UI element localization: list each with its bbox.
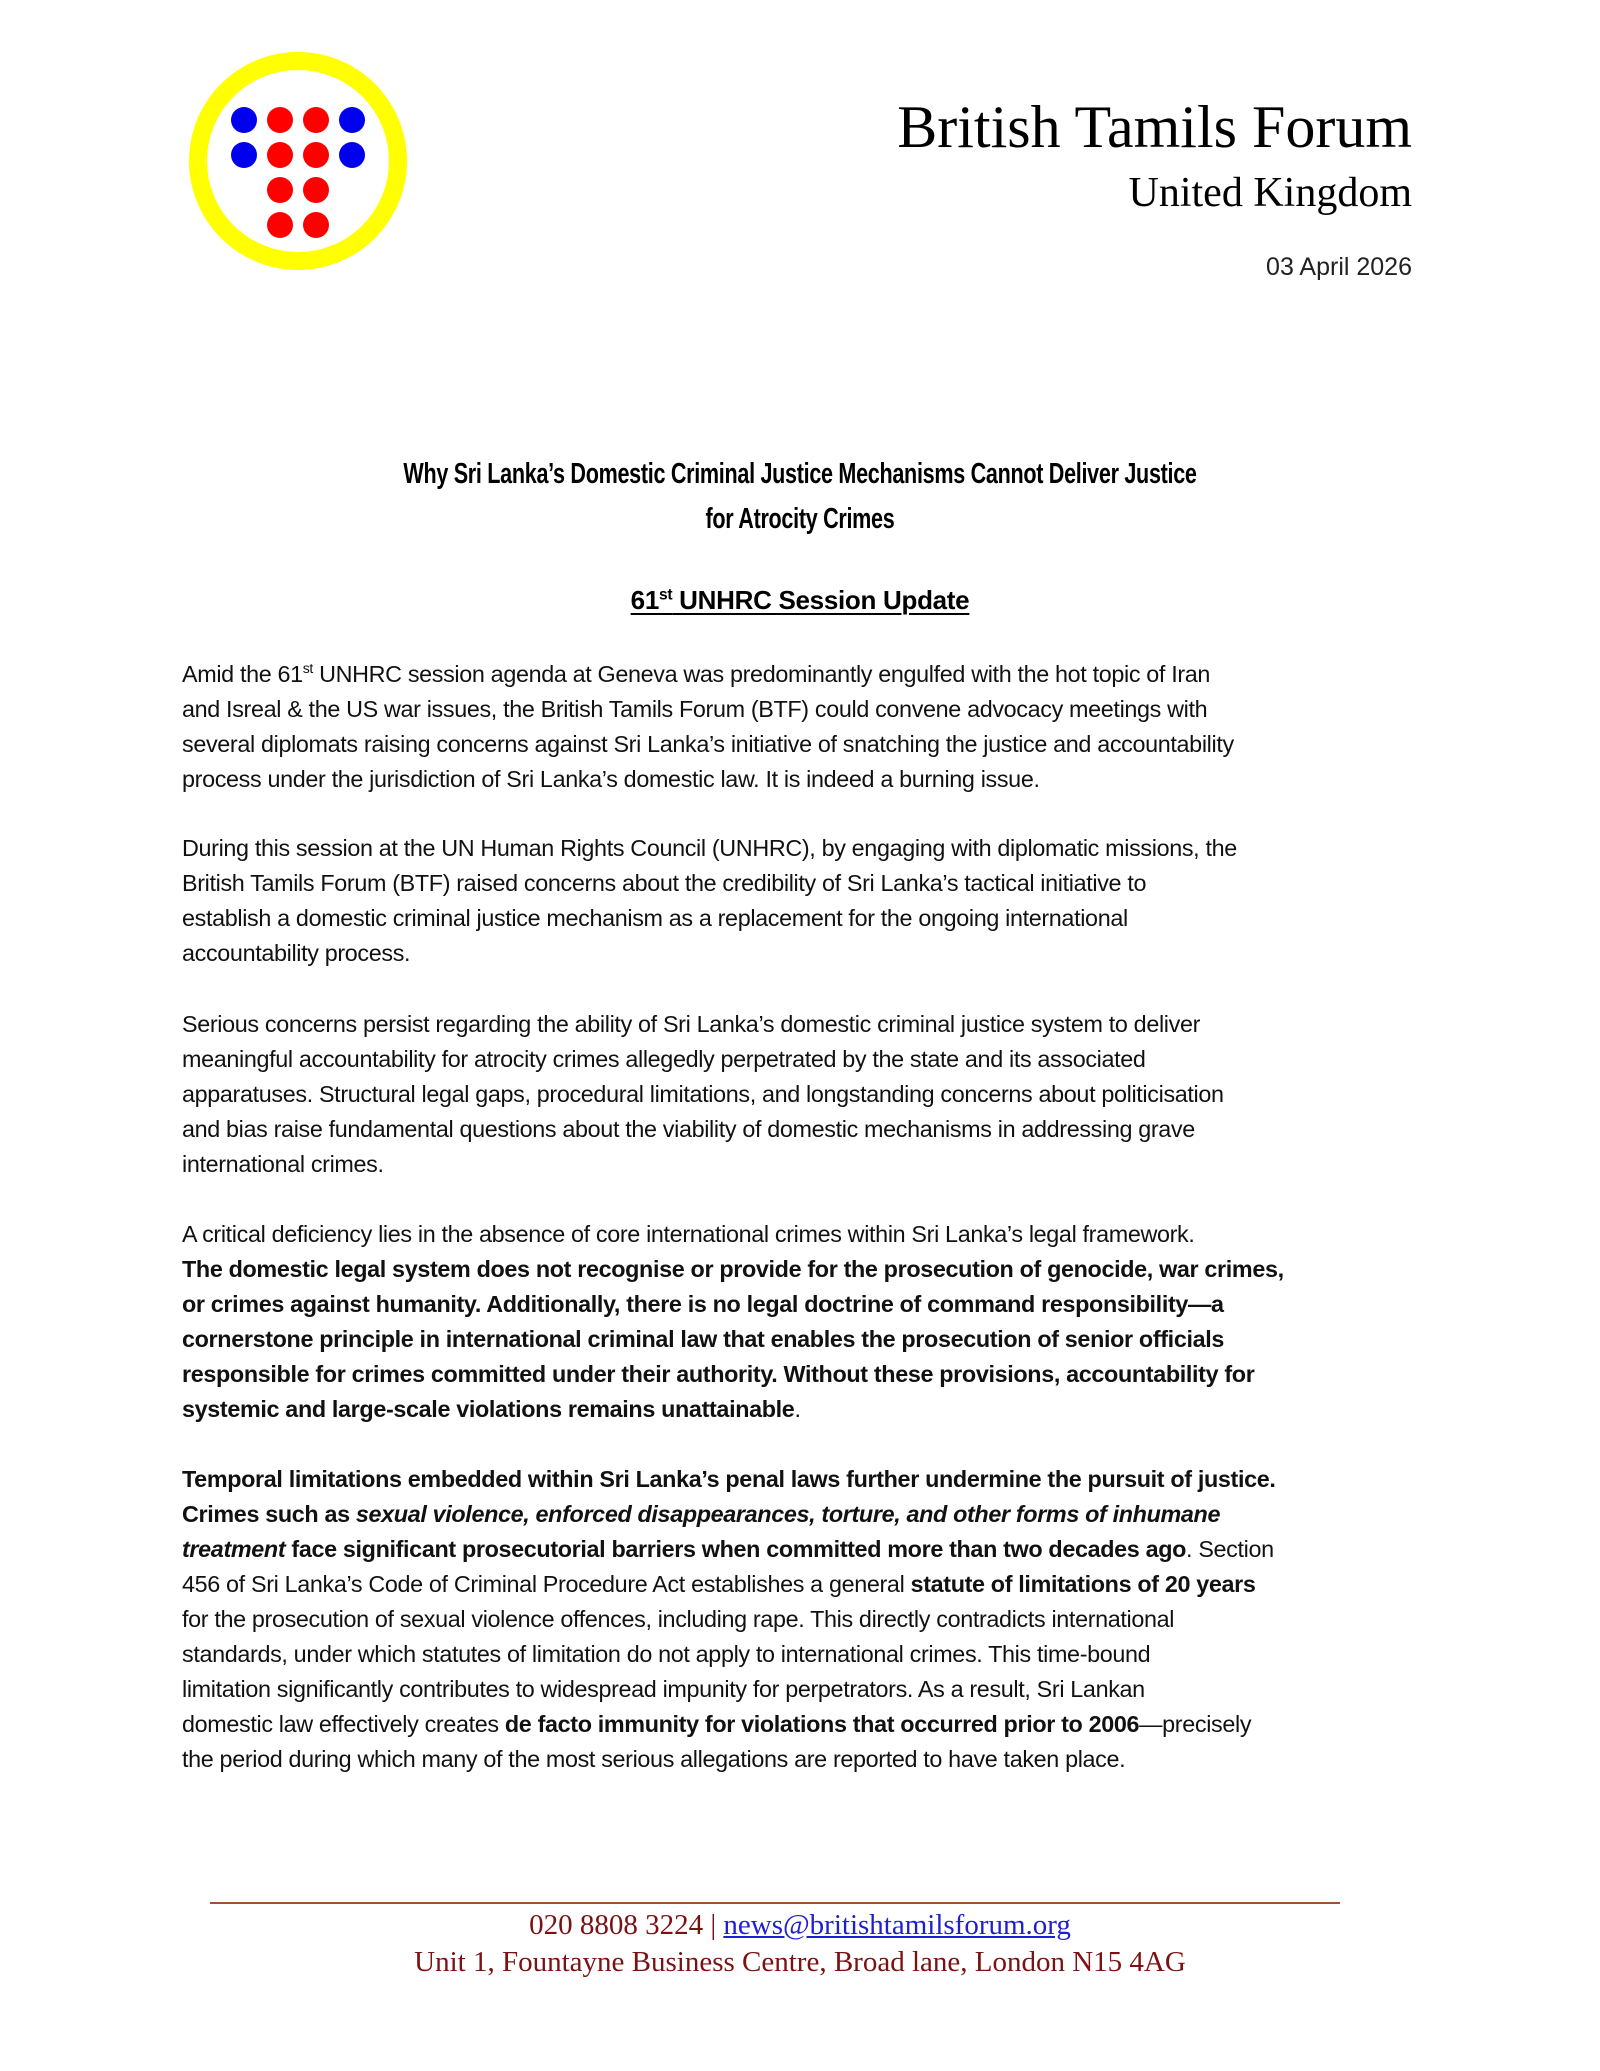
document-date: 03 April 2026 — [1266, 253, 1412, 281]
paragraph-line: standards, under which statutes of limitation do not apply to international crimes. This time-bound — [182, 1641, 1151, 1667]
paragraph-line: for the prosecution of sexual violence offences, including rape. This directly contradicts international — [182, 1606, 1175, 1632]
footer-email-link[interactable]: news@britishtamilsforum.org — [723, 1909, 1071, 1941]
ordinal-suffix: st — [302, 660, 313, 677]
logo-dot-red — [303, 177, 329, 203]
paragraph-line: accountability process. — [182, 940, 411, 966]
paragraph-line: establish a domestic criminal justice mechanism as a replacement for the ongoing international — [182, 905, 1128, 931]
text-run-bold: face significant prosecutorial barriers when committed more than two decades ago — [285, 1536, 1187, 1562]
paragraph-line: A critical deficiency lies in the absence of core international crimes within Sri Lanka’s legal framework. — [182, 1221, 1195, 1247]
paragraph-line — [182, 657, 1414, 692]
logo-ring — [198, 61, 398, 261]
subheading-text — [631, 585, 970, 615]
paragraph-line: meaningful accountability for atrocity crimes allegedly perpetrated by the state and its associated — [182, 1046, 1146, 1072]
paragraph-3 — [182, 1007, 1422, 1182]
paragraph-line — [182, 1532, 1414, 1567]
paragraph-1 — [182, 657, 1422, 797]
text-run: . — [794, 1396, 801, 1422]
paragraph-4 — [182, 1217, 1422, 1427]
paragraph-line — [182, 1497, 1414, 1532]
paragraph-line — [182, 1567, 1414, 1602]
logo-dot-red — [267, 177, 293, 203]
paragraph-line: and bias raise fundamental questions about the viability of domestic mechanisms in addressing grave — [182, 1116, 1195, 1142]
paragraph-line-bold: cornerstone principle in international criminal law that enables the prosecution of senior officials — [182, 1326, 1225, 1352]
paragraph-line: the period during which many of the most serious allegations are reported to have taken place. — [182, 1746, 1126, 1772]
text-run: Amid the 61 — [182, 661, 303, 687]
footer-divider — [210, 1902, 1340, 1904]
logo-dot-red — [267, 142, 293, 168]
paragraph-2 — [182, 831, 1422, 971]
paragraph-line — [182, 1707, 1414, 1742]
footer-address: Unit 1, Fountayne Business Centre, Broad lane, London N15 4AG — [414, 1946, 1186, 1978]
logo-dot-red — [267, 107, 293, 133]
title-line-2: for Atrocity Crimes — [705, 503, 895, 535]
text-run-bold: systemic and large-scale violations remains unattainable — [182, 1396, 795, 1422]
paragraph-line-bold: The domestic legal system does not recognise or provide for the prosecution of genocide, war crimes, — [182, 1256, 1284, 1282]
logo-dot-red — [303, 142, 329, 168]
text-run-bold-italic: treatment — [182, 1536, 286, 1562]
document-title — [0, 452, 1600, 542]
text-run-bold: Crimes such as — [182, 1501, 356, 1527]
logo-dot-blue — [339, 142, 365, 168]
paragraph-line: several diplomats raising concerns against Sri Lanka’s initiative of snatching the justice and accountability — [182, 731, 1234, 757]
paragraph-line-bold: responsible for crimes committed under their authority. Without these provisions, accountability for — [182, 1361, 1255, 1387]
logo-dot-red — [303, 107, 329, 133]
footer-phone: 020 8808 3224 — [529, 1909, 704, 1941]
logo-dot-blue — [231, 142, 257, 168]
footer-separator: | — [703, 1909, 724, 1941]
paragraph-line — [182, 1392, 1414, 1427]
paragraph-line: and Isreal & the US war issues, the British Tamils Forum (BTF) could convene advocacy meetings with — [182, 696, 1208, 722]
logo-dot-red — [303, 212, 329, 238]
footer-contact — [0, 1908, 1600, 1942]
logo-dot-red — [267, 212, 293, 238]
text-run: 456 of Sri Lanka’s Code of Criminal Procedure Act establishes a general — [182, 1571, 911, 1597]
text-run: domestic law effectively creates — [182, 1711, 505, 1737]
subheading-ordinal: st — [658, 586, 673, 604]
text-run-bold-italic: sexual violence, enforced disappearances, torture, and other forms of inhumane — [355, 1501, 1221, 1527]
section-subheading — [0, 580, 1600, 620]
text-run-bold: de facto immunity for violations that occurred prior to 2006 — [504, 1711, 1140, 1737]
paragraph-5 — [182, 1462, 1422, 1777]
text-run-bold: statute of limitations of 20 years — [910, 1571, 1256, 1597]
paragraph-line: During this session at the UN Human Rights Council (UNHRC), by engaging with diplomatic missions, the — [182, 835, 1237, 861]
title-line-1: Why Sri Lanka’s Domestic Criminal Justice Mechanisms Cannot Deliver Justice — [403, 458, 1197, 490]
org-name: British Tamils Forum — [897, 94, 1412, 160]
subheading-number: 61 — [630, 585, 659, 615]
text-run: UNHRC session agenda at Geneva was predominantly engulfed with the hot topic of Iran — [312, 661, 1211, 687]
text-run: . Section — [1186, 1536, 1274, 1562]
paragraph-line-bold: or crimes against humanity. Additionally, there is no legal doctrine of command responsibility—a — [182, 1291, 1224, 1317]
paragraph-line: British Tamils Forum (BTF) raised concerns about the credibility of Sri Lanka’s tactical initiative to — [182, 870, 1147, 896]
logo-dot-blue — [339, 107, 365, 133]
paragraph-line: process under the jurisdiction of Sri Lanka’s domestic law. It is indeed a burning issue. — [182, 766, 1040, 792]
paragraph-line-bold: Temporal limitations embedded within Sri Lanka’s penal laws further undermine the pursuit of justice. — [182, 1466, 1276, 1492]
subheading-label: UNHRC Session Update — [672, 585, 970, 615]
text-run: —precisely — [1139, 1711, 1252, 1737]
logo-dot-blue — [231, 107, 257, 133]
paragraph-line: international crimes. — [182, 1151, 384, 1177]
btf-logo-icon — [189, 52, 407, 270]
paragraph-line: Serious concerns persist regarding the ability of Sri Lanka’s domestic criminal justice system to deliver — [182, 1011, 1201, 1037]
paragraph-line: apparatuses. Structural legal gaps, procedural limitations, and longstanding concerns about politicisation — [182, 1081, 1224, 1107]
org-country: United Kingdom — [1128, 170, 1412, 216]
paragraph-line: limitation significantly contributes to widespread impunity for perpetrators. As a result, Sri Lankan — [182, 1676, 1145, 1702]
